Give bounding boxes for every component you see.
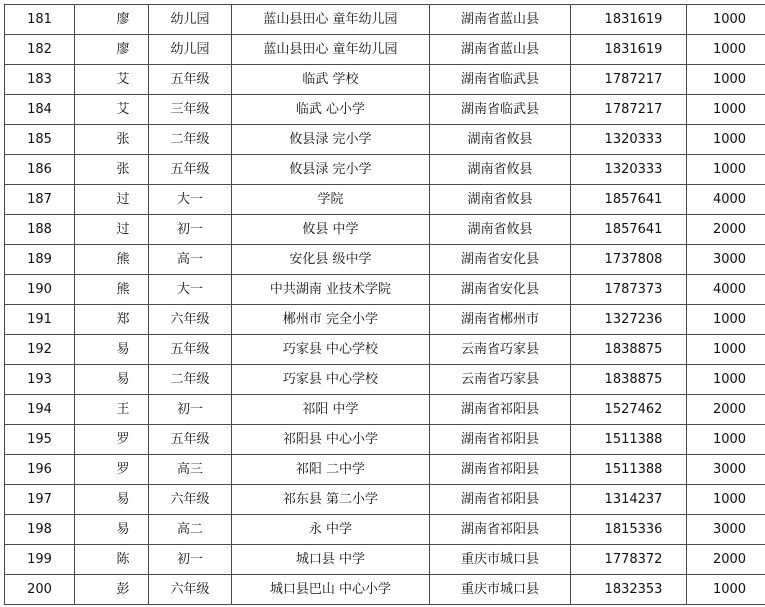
name-cell	[75, 545, 149, 575]
region-cell: 湖南省攸县	[430, 185, 571, 215]
amount-cell: 3000	[687, 245, 765, 275]
phone-cell	[571, 65, 687, 95]
phone-cell	[571, 305, 687, 335]
name-cell	[75, 185, 149, 215]
name-cell-text: 彭	[116, 582, 130, 597]
name-cell	[75, 215, 149, 245]
name-cell-text: 罗	[116, 432, 130, 447]
name-cell	[75, 335, 149, 365]
phone-cell-text: 1787373	[604, 282, 663, 297]
region-cell: 湖南省攸县	[430, 215, 571, 245]
name-cell	[75, 95, 149, 125]
table-row	[5, 215, 765, 245]
amount-cell: 3000	[687, 515, 765, 545]
school-cell: 郴州市 完全小学	[232, 305, 430, 335]
name-cell	[75, 155, 149, 185]
grade-cell: 二年级	[149, 125, 232, 155]
phone-cell	[571, 455, 687, 485]
phone-cell	[571, 545, 687, 575]
grade-cell: 高三	[149, 455, 232, 485]
region-cell: 湖南省临武县	[430, 65, 571, 95]
phone-cell-text: 1787217	[604, 72, 663, 87]
phone-cell-text: 1838875	[604, 342, 663, 357]
phone-cell	[571, 35, 687, 65]
phone-cell	[571, 485, 687, 515]
region-cell: 云南省巧家县	[430, 365, 571, 395]
region-cell: 湖南省攸县	[430, 155, 571, 185]
name-cell	[75, 395, 149, 425]
phone-cell	[571, 365, 687, 395]
row-index-cell: 200	[5, 575, 75, 605]
phone-cell	[571, 5, 687, 35]
name-cell	[75, 245, 149, 275]
region-cell: 湖南省祁阳县	[430, 455, 571, 485]
name-cell	[75, 5, 149, 35]
phone-cell-text: 1832353	[604, 582, 663, 597]
row-index-cell: 198	[5, 515, 75, 545]
phone-cell-text: 1787217	[604, 102, 663, 117]
school-cell: 攸县 中学	[232, 215, 430, 245]
grade-cell: 六年级	[149, 575, 232, 605]
table-row	[5, 365, 765, 395]
phone-cell-text: 1314237	[604, 492, 663, 507]
table-row	[5, 275, 765, 305]
row-index-cell: 188	[5, 215, 75, 245]
grade-cell: 二年级	[149, 365, 232, 395]
school-cell: 攸县渌 完小学	[232, 125, 430, 155]
name-cell-text: 廖	[116, 12, 130, 27]
name-cell-text: 熊	[116, 252, 130, 267]
amount-cell: 1000	[687, 65, 765, 95]
row-index-cell: 195	[5, 425, 75, 455]
name-cell	[75, 35, 149, 65]
grade-cell: 幼儿园	[149, 5, 232, 35]
phone-cell	[571, 185, 687, 215]
region-cell: 湖南省祁阳县	[430, 515, 571, 545]
region-cell: 湖南省郴州市	[430, 305, 571, 335]
grade-cell: 五年级	[149, 425, 232, 455]
region-cell: 云南省巧家县	[430, 335, 571, 365]
amount-cell: 1000	[687, 35, 765, 65]
phone-cell-text: 1737808	[604, 252, 663, 267]
phone-cell-text: 1527462	[604, 402, 663, 417]
row-index-cell: 183	[5, 65, 75, 95]
table-row	[5, 305, 765, 335]
amount-cell: 3000	[687, 455, 765, 485]
amount-cell: 1000	[687, 5, 765, 35]
name-cell	[75, 485, 149, 515]
phone-cell	[571, 155, 687, 185]
name-cell-text: 熊	[116, 282, 130, 297]
name-cell-text: 易	[116, 492, 130, 507]
phone-cell-text: 1511388	[604, 432, 663, 447]
school-cell: 学院	[232, 185, 430, 215]
amount-cell: 1000	[687, 305, 765, 335]
name-cell	[75, 455, 149, 485]
row-index-cell: 194	[5, 395, 75, 425]
phone-cell	[571, 275, 687, 305]
row-index-cell: 187	[5, 185, 75, 215]
table-row	[5, 395, 765, 425]
grade-cell: 初一	[149, 545, 232, 575]
amount-cell: 2000	[687, 395, 765, 425]
table-row	[5, 65, 765, 95]
school-cell: 城口县 中学	[232, 545, 430, 575]
region-cell: 湖南省蓝山县	[430, 35, 571, 65]
table-row	[5, 425, 765, 455]
amount-cell: 1000	[687, 95, 765, 125]
school-cell: 祁阳县 中心小学	[232, 425, 430, 455]
name-cell	[75, 365, 149, 395]
grade-cell: 初一	[149, 215, 232, 245]
row-index-cell: 182	[5, 35, 75, 65]
region-cell: 湖南省祁阳县	[430, 395, 571, 425]
name-cell-text: 王	[116, 402, 130, 417]
region-cell: 湖南省攸县	[430, 125, 571, 155]
name-cell	[75, 575, 149, 605]
amount-cell: 4000	[687, 275, 765, 305]
name-cell-text: 张	[116, 132, 130, 147]
grade-cell: 六年级	[149, 485, 232, 515]
name-cell-text: 易	[116, 342, 130, 357]
table-row	[5, 185, 765, 215]
region-cell: 湖南省安化县	[430, 245, 571, 275]
grade-cell: 六年级	[149, 305, 232, 335]
grade-cell: 三年级	[149, 95, 232, 125]
name-cell-text: 陈	[116, 552, 130, 567]
phone-cell-text: 1511388	[604, 462, 663, 477]
phone-cell-text: 1838875	[604, 372, 663, 387]
phone-cell-text: 1831619	[604, 42, 663, 57]
school-cell: 安化县 级中学	[232, 245, 430, 275]
table-row	[5, 545, 765, 575]
records-table	[4, 4, 765, 605]
school-cell: 巧家县 中心学校	[232, 335, 430, 365]
phone-cell	[571, 95, 687, 125]
name-cell-text: 廖	[116, 42, 130, 57]
name-cell-text: 郑	[116, 312, 130, 327]
school-cell: 蓝山县田心 童年幼儿园	[232, 35, 430, 65]
name-cell-text: 张	[116, 162, 130, 177]
name-cell	[75, 65, 149, 95]
phone-cell-text: 1320333	[604, 162, 663, 177]
grade-cell: 五年级	[149, 335, 232, 365]
name-cell-text: 易	[116, 372, 130, 387]
phone-cell	[571, 395, 687, 425]
school-cell: 祁阳 二中学	[232, 455, 430, 485]
name-cell-text: 罗	[116, 462, 130, 477]
amount-cell: 2000	[687, 545, 765, 575]
name-cell	[75, 125, 149, 155]
table-row	[5, 575, 765, 605]
phone-cell-text: 1327236	[604, 312, 663, 327]
school-cell: 城口县巴山 中心小学	[232, 575, 430, 605]
table-row	[5, 515, 765, 545]
school-cell: 祁阳 中学	[232, 395, 430, 425]
region-cell: 湖南省临武县	[430, 95, 571, 125]
name-cell-text: 艾	[116, 102, 130, 117]
amount-cell: 1000	[687, 125, 765, 155]
row-index-cell: 189	[5, 245, 75, 275]
name-cell-text: 过	[116, 192, 130, 207]
name-cell-text: 易	[116, 522, 130, 537]
table-row	[5, 245, 765, 275]
name-cell-text: 艾	[116, 72, 130, 87]
row-index-cell: 193	[5, 365, 75, 395]
grade-cell: 大一	[149, 185, 232, 215]
phone-cell	[571, 425, 687, 455]
phone-cell-text: 1320333	[604, 132, 663, 147]
school-cell: 中共湖南 业技术学院	[232, 275, 430, 305]
phone-cell-text: 1857641	[604, 192, 663, 207]
phone-cell-text: 1857641	[604, 222, 663, 237]
school-cell: 巧家县 中心学校	[232, 365, 430, 395]
name-cell-text: 过	[116, 222, 130, 237]
school-cell: 攸县渌 完小学	[232, 155, 430, 185]
phone-cell	[571, 245, 687, 275]
row-index-cell: 199	[5, 545, 75, 575]
row-index-cell: 192	[5, 335, 75, 365]
phone-cell	[571, 125, 687, 155]
records-table-body	[5, 5, 765, 605]
name-cell	[75, 305, 149, 335]
grade-cell: 高一	[149, 245, 232, 275]
row-index-cell: 185	[5, 125, 75, 155]
table-row	[5, 335, 765, 365]
phone-cell-text: 1831619	[604, 12, 663, 27]
school-cell: 祁东县 第二小学	[232, 485, 430, 515]
region-cell: 湖南省蓝山县	[430, 5, 571, 35]
row-index-cell: 197	[5, 485, 75, 515]
row-index-cell: 186	[5, 155, 75, 185]
row-index-cell: 184	[5, 95, 75, 125]
phone-cell	[571, 515, 687, 545]
table-row	[5, 155, 765, 185]
amount-cell: 1000	[687, 335, 765, 365]
amount-cell: 1000	[687, 155, 765, 185]
grade-cell: 高二	[149, 515, 232, 545]
table-row	[5, 95, 765, 125]
grade-cell: 初一	[149, 395, 232, 425]
table-row	[5, 485, 765, 515]
row-index-cell: 196	[5, 455, 75, 485]
phone-cell-text: 1815336	[604, 522, 663, 537]
amount-cell: 1000	[687, 485, 765, 515]
grade-cell: 大一	[149, 275, 232, 305]
name-cell	[75, 425, 149, 455]
amount-cell: 4000	[687, 185, 765, 215]
table-row	[5, 5, 765, 35]
name-cell	[75, 275, 149, 305]
region-cell: 湖南省安化县	[430, 275, 571, 305]
phone-cell	[571, 215, 687, 245]
school-cell: 临武 心小学	[232, 95, 430, 125]
row-index-cell: 181	[5, 5, 75, 35]
amount-cell: 1000	[687, 365, 765, 395]
phone-cell	[571, 335, 687, 365]
school-cell: 蓝山县田心 童年幼儿园	[232, 5, 430, 35]
school-cell: 临武 学校	[232, 65, 430, 95]
amount-cell: 1000	[687, 575, 765, 605]
school-cell: 永 中学	[232, 515, 430, 545]
region-cell: 重庆市城口县	[430, 545, 571, 575]
row-index-cell: 191	[5, 305, 75, 335]
table-row	[5, 125, 765, 155]
phone-cell-text: 1778372	[604, 552, 663, 567]
phone-cell	[571, 575, 687, 605]
amount-cell: 1000	[687, 425, 765, 455]
amount-cell: 2000	[687, 215, 765, 245]
row-index-cell: 190	[5, 275, 75, 305]
region-cell: 重庆市城口县	[430, 575, 571, 605]
table-row	[5, 35, 765, 65]
region-cell: 湖南省祁阳县	[430, 425, 571, 455]
grade-cell: 幼儿园	[149, 35, 232, 65]
name-cell	[75, 515, 149, 545]
grade-cell: 五年级	[149, 155, 232, 185]
grade-cell: 五年级	[149, 65, 232, 95]
region-cell: 湖南省祁阳县	[430, 485, 571, 515]
table-row	[5, 455, 765, 485]
